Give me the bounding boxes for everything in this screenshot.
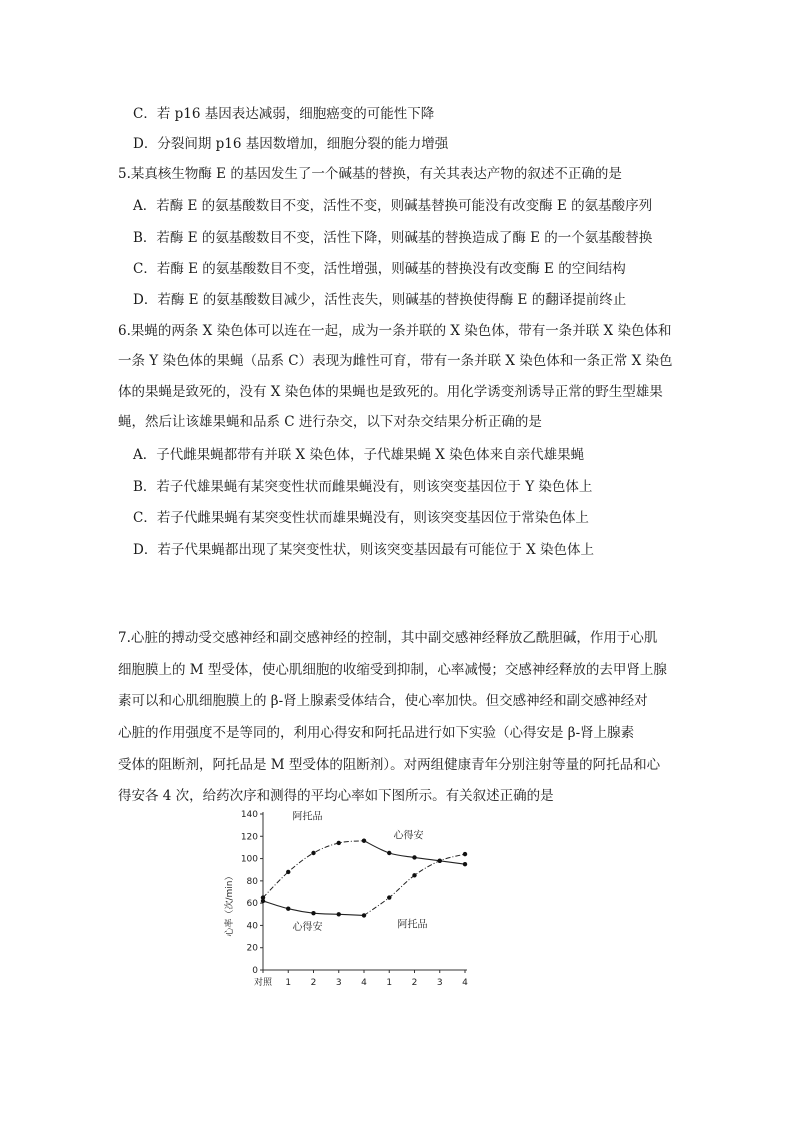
q6-option-c: C．若子代雌果蝇有某突变性状而雄果蝇没有，则该突变基因位于常染色体上 [133,510,589,526]
x-tick-label: 3 [335,978,342,988]
y-tick-label: 20 [246,943,258,954]
x-tick-label: 3 [436,978,443,988]
q6-stem-line-1: 6.果蝇的两条 X 染色体可以连在一起，成为一条并联的 X 染色体，带有一条并联 X 染色体和 [118,323,672,339]
series-1-point [387,851,391,855]
annotation-atropine-bottom: 阿托品 [397,919,428,931]
annotation-propranolol-top: 心得安 [393,830,424,842]
q5-option-a: A．若酶 E 的氨基酸数目不变，活性不变，则碱基替换可能没有改变酶 E 的氨基酸序列 [133,198,653,214]
q5-option-c: C．若酶 E 的氨基酸数目不变，活性增强，则碱基的替换没有改变酶 E 的空间结构 [133,261,626,277]
q7-stem-line-2: 细胞膜上的 M 型受体，使心肌细胞的收缩受到抑制，心率减慢；交感神经释放的去甲肾上腺 [118,662,667,678]
annotation-atropine-top: 阿托品 [292,811,323,823]
series-1-point [337,841,341,845]
x-tick-label: 2 [310,978,317,988]
series-2-point [438,859,442,863]
x-tick-label: 2 [411,978,418,988]
heart-rate-chart [220,800,490,995]
x-tick-label: 4 [361,978,367,988]
q7-stem-line-5: 受体的阻断剂，阿托品是 M 型受体的阻断剂）。对两组健康青年分别注射等量的阿托品和心 [118,757,661,773]
y-tick-label: 120 [240,832,258,843]
y-tick-label: 40 [246,921,258,932]
q7-stem-line-1: 7.心脏的搏动受交感神经和副交感神经的控制，其中副交感神经释放乙酰胆碱，作用于心肌 [118,630,658,646]
q5-stem: 5.某真核生物酶 E 的基因发生了一个碱基的替换，有关其表达产物的叙述不正确的是 [118,166,622,182]
x-tick-label: 1 [285,978,292,988]
y-tick-label: 60 [246,899,258,910]
q7-stem-line-6: 得安各 4 次，给药次序和测得的平均心率如下图所示。有关叙述正确的是 [118,788,554,804]
x-tick-label: 1 [386,978,393,988]
q7-stem-line-4: 心脏的作用强度不是等同的，利用心得安和阿托品进行如下实验（心得安是 β-肾上腺素 [118,725,635,741]
series-1-line-atropine [263,841,364,898]
series-2-point [286,907,290,911]
x-tick-label: 4 [462,978,468,988]
q4-option-c: C．若 p16 基因表达减弱，细胞癌变的可能性下降 [133,106,435,122]
series-2-point [412,873,416,877]
series-1-line-propranolol [364,841,465,864]
y-tick-label: 100 [240,854,258,865]
series-1-point [286,870,290,874]
q6-stem-line-3: 体的果蝇是致死的，没有 X 染色体的果蝇也是致死的。用化学诱变剂诱导正常的野生型雄果 [118,384,663,400]
series-1-point [463,862,467,866]
series-1-point [311,851,315,855]
series-2-point [362,913,366,917]
q6-option-b: B．若子代雄果蝇有某突变性状而雌果蝇没有，则该突变基因位于 Y 染色体上 [133,479,593,495]
x-tick-label: 对照 [253,978,273,988]
q5-option-b: B．若酶 E 的氨基酸数目不变，活性下降，则碱基的替换造成了酶 E 的一个氨基酸替换 [133,230,653,246]
q6-option-a: A．子代雌果蝇都带有并联 X 染色体，子代雄果蝇 X 染色体来自亲代雄果蝇 [133,447,585,463]
series-1-point [362,839,366,843]
q6-stem-line-2: 一条 Y 染色体的果蝇（品系 C）表现为雌性可育，带有一条并联 X 染色体和一条正常 X 染色 [118,353,673,369]
q4-option-d: D．分裂间期 p16 基因数增加，细胞分裂的能力增强 [133,136,449,152]
series-2-point [463,852,467,856]
y-tick-label: 80 [246,876,258,887]
series-2-point [261,899,265,903]
series-1-point [412,855,416,859]
q6-stem-line-4: 蝇，然后让该雄果蝇和品系 C 进行杂交，以下对杂交结果分析正确的是 [118,414,542,430]
series-2-point [311,911,315,915]
annotation-propranolol-bottom: 心得安 [292,921,323,933]
q7-stem-line-3: 素可以和心肌细胞膜上的 β-肾上腺素受体结合，使心率加快。但交感神经和副交感神经对 [118,693,648,709]
q6-option-d: D．若子代果蝇都出现了某突变性状，则该突变基因最有可能位于 X 染色体上 [133,542,595,558]
y-tick-label: 140 [240,810,258,820]
y-tick-label: 0 [252,966,258,976]
series-2-point [387,895,391,899]
series-2-line-atropine [364,854,465,915]
series-2-point [337,912,341,916]
y-axis-label: 心率（次/min） [225,871,235,937]
q5-option-d: D．若酶 E 的氨基酸数目减少，活性丧失，则碱基的替换使得酶 E 的翻译提前终止 [133,292,627,308]
